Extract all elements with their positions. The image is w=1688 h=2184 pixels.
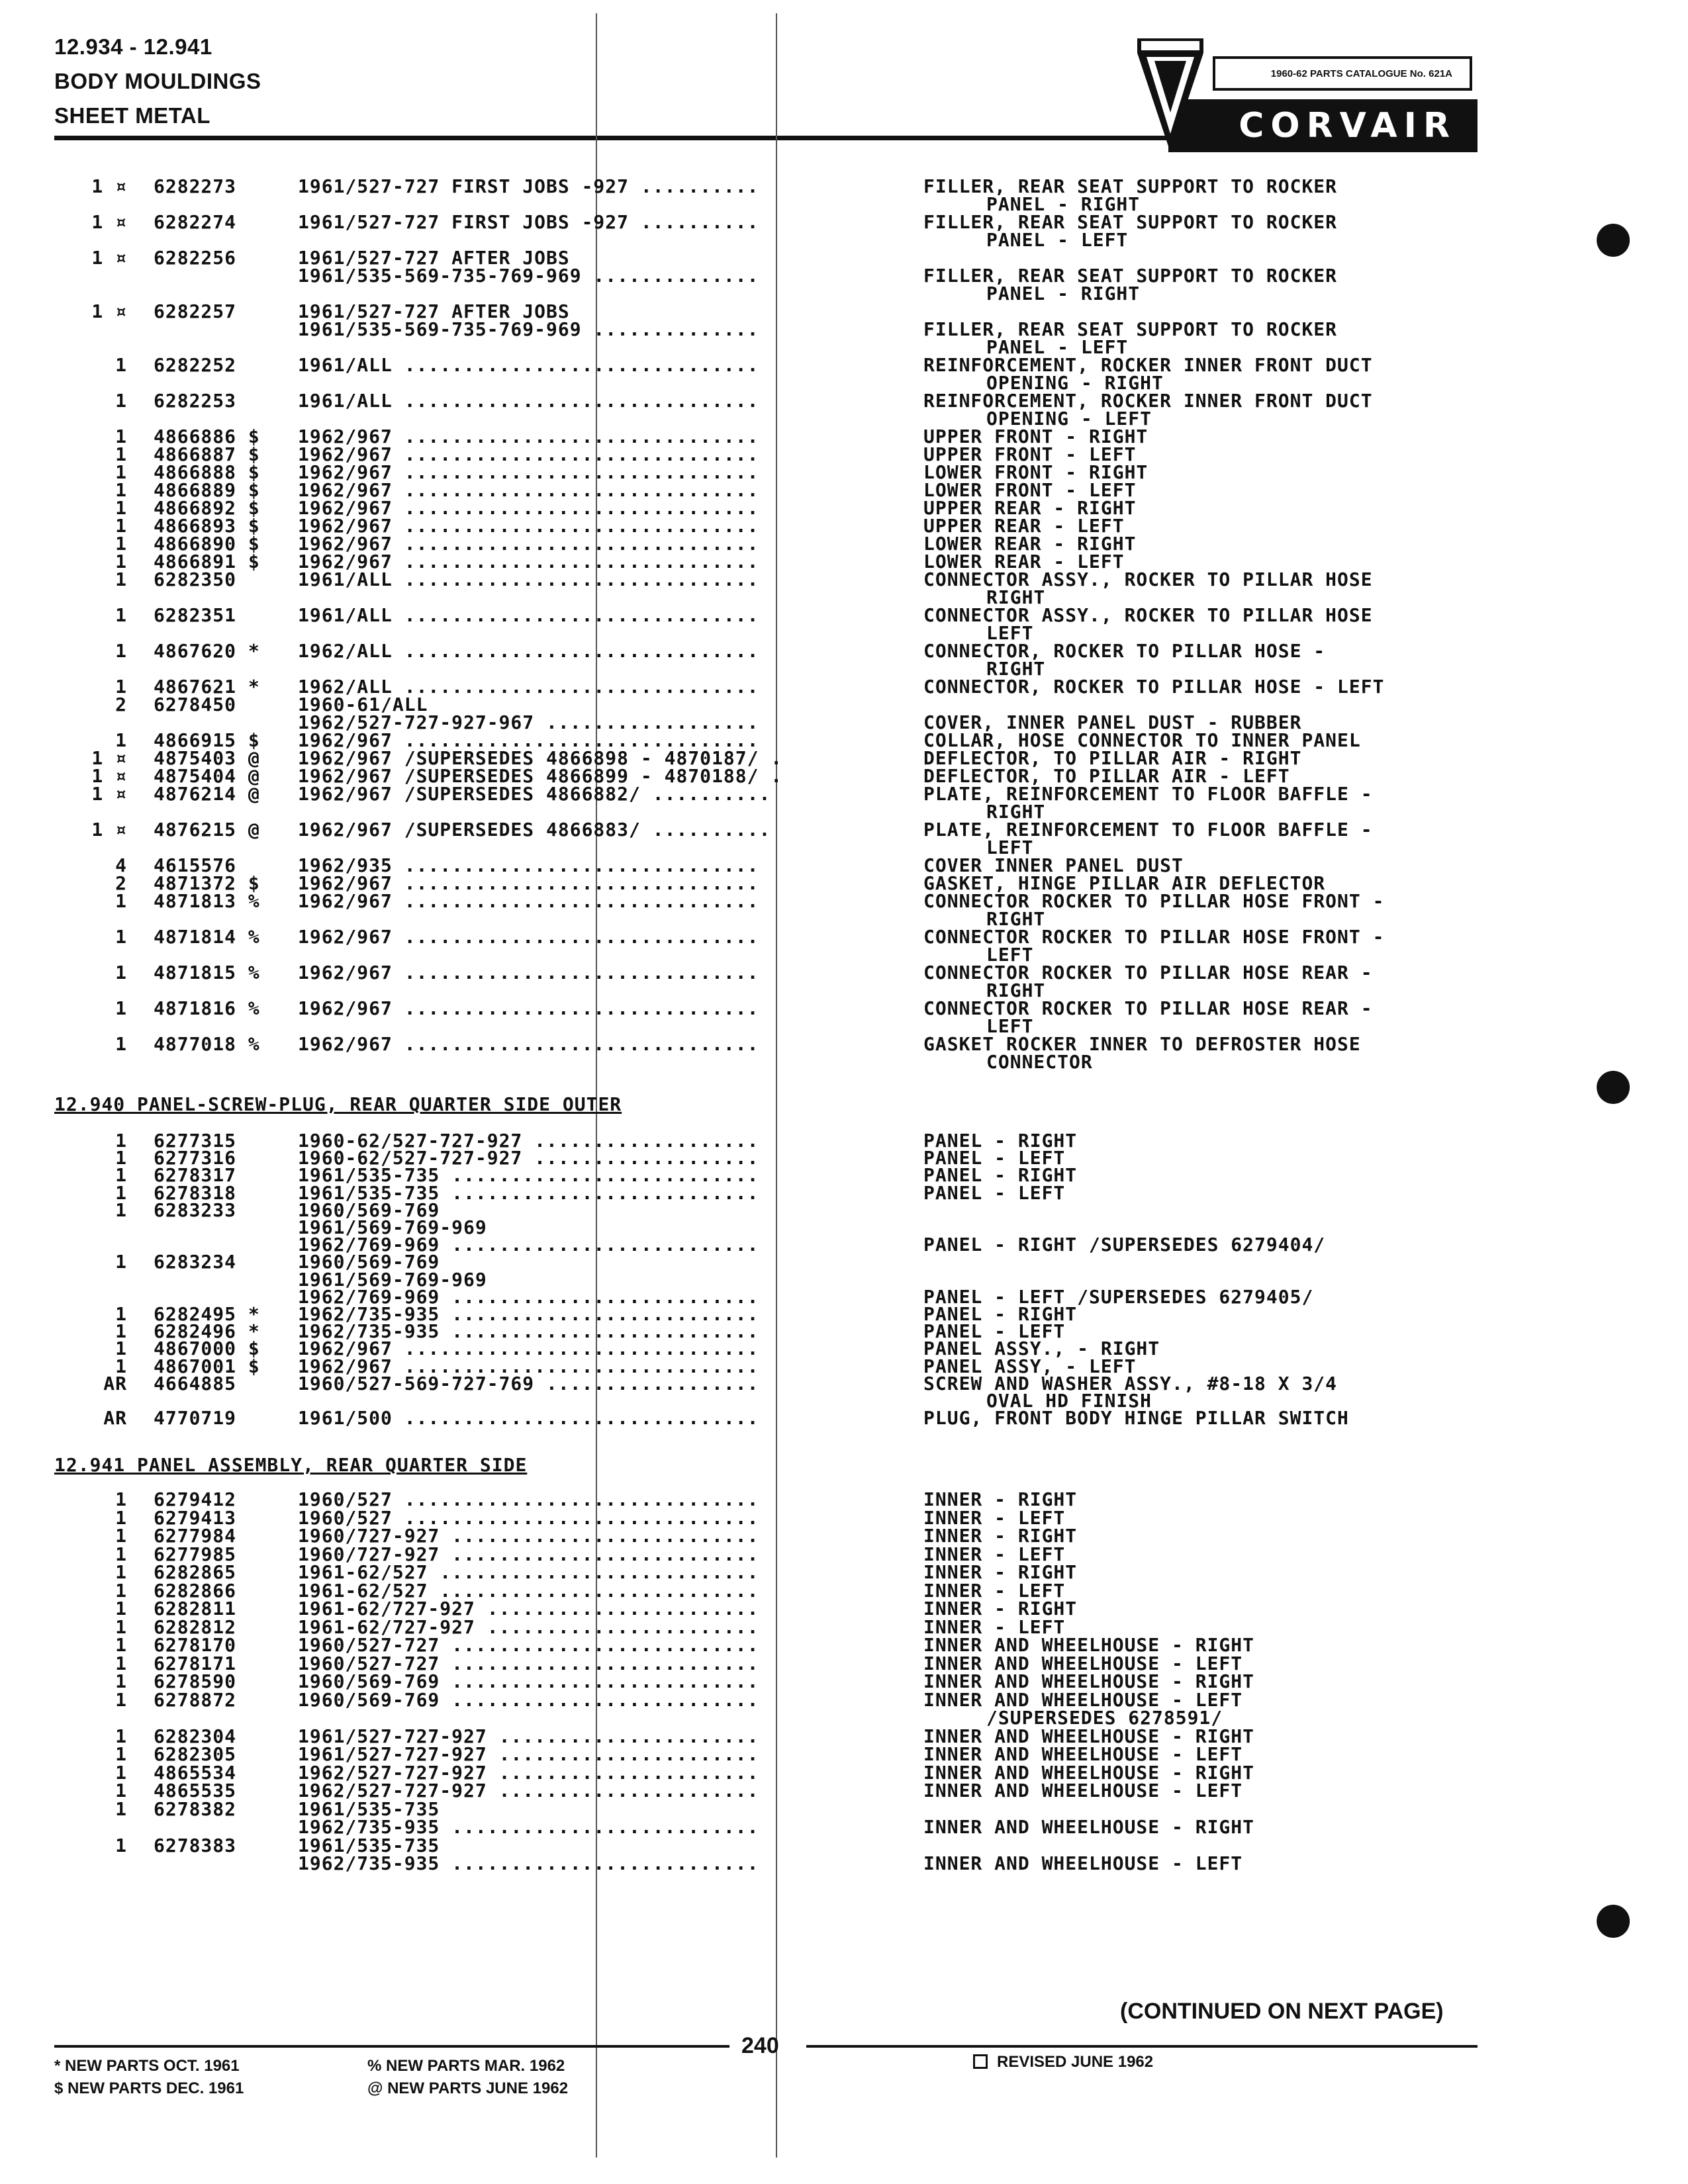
description-cell: UPPER REAR - LEFT [923,515,1125,537]
application-cell: 1962/967 /SUPERSEDES 4866898 - 4870187/ . [298,747,783,769]
quantity-cell: 1 [115,1579,127,1602]
part-number-cell: 6282865 [154,1561,237,1583]
part-number-cell: 6278170 [154,1634,237,1656]
description-cell: PANEL - LEFT [923,1181,1066,1204]
description-cell: INNER - RIGHT [923,1488,1078,1510]
application-cell: 1961/569-769-969 [298,1216,487,1238]
continued-note: (CONTINUED ON NEXT PAGE) [1120,1999,1444,2024]
quantity-cell: 1 [115,1033,127,1055]
application-cell: 1962/967 .............................. [298,997,759,1019]
part-number-cell: 6282256 [154,247,237,269]
part-number-cell: 6277985 [154,1543,237,1565]
quantity-cell: 1 [115,479,127,501]
description-cell: INNER AND WHEELHOUSE - LEFT [923,1743,1243,1765]
quantity-cell: 1 [115,1355,127,1377]
application-cell: 1962/967 .............................. [298,497,759,519]
application-cell: 1961/527-727-927 ...................... [298,1725,759,1747]
description-cell: INNER - RIGHT [923,1598,1078,1619]
application-cell: 1961/535-735 [298,1797,440,1820]
application-cell: 1961/ALL .............................. [298,390,759,412]
description-cell: INNER AND WHEELHOUSE - LEFT [923,1780,1243,1801]
description-cell: LOWER FRONT - LEFT [923,479,1137,501]
application-cell: 1961/535-735 .......................... [298,1181,759,1204]
application-cell: 1960/569-769 [298,1199,440,1221]
description-cell: CONNECTOR, ROCKER TO PILLAR HOSE - [923,640,1326,662]
page-number: 240 [741,2033,779,2058]
part-number-cell: 6282351 [154,604,237,626]
part-number-cell: 4865535 [154,1780,237,1801]
part-number-cell: 4866915 $ [154,729,260,751]
application-cell: 1962/735-935 .......................... [298,1303,759,1325]
description-cell: INNER - LEFT [923,1543,1066,1565]
footer-rule-right [806,2045,1477,2048]
application-cell: 1962/527-727-927-967 .................. [298,711,759,733]
part-number-cell: 6282496 * [154,1320,260,1343]
description-cell: COVER INNER PANEL DUST [923,854,1184,876]
part-number-cell: 6282812 [154,1615,237,1638]
application-cell: 1962/967 .............................. [298,729,759,751]
application-cell: 1962/967 .............................. [298,1355,759,1377]
description-continuation: PANEL - RIGHT [986,283,1141,304]
quantity-cell: 1 [115,1251,127,1273]
application-cell: 1962/527-727-927 ...................... [298,1780,759,1801]
description-cell: PANEL - LEFT [923,1320,1066,1343]
revised-note [973,2053,1153,2071]
binder-hole-2 [1597,1071,1630,1104]
description-continuation: RIGHT [986,801,1046,823]
quantity-cell: 1 [115,962,127,983]
part-number-cell: 6278450 [154,694,237,715]
description-cell: PLUG, FRONT BODY HINGE PILLAR SWITCH [923,1407,1349,1430]
part-number-cell: 4871813 % [154,890,260,912]
part-number-cell: 4871814 % [154,926,260,948]
application-cell: 1961-62/527 ........................... [298,1561,759,1583]
description-cell: UPPER REAR - RIGHT [923,497,1137,519]
quantity-cell: 1 [115,390,127,412]
description-cell: REINFORCEMENT, ROCKER INNER FRONT DUCT [923,354,1373,376]
description-cell: PANEL - RIGHT [923,1164,1078,1187]
part-number-cell: 6282811 [154,1598,237,1619]
description-cell: PANEL - RIGHT /SUPERSEDES 6279404/ [923,1234,1326,1256]
description-cell: DEFLECTOR, TO PILLAR AIR - LEFT [923,765,1290,787]
part-number-cell: 4875404 @ [154,765,260,787]
description-cell: PANEL ASSY, - LEFT [923,1355,1137,1377]
description-continuation: CONNECTOR [986,1051,1093,1073]
description-cell: CONNECTOR ROCKER TO PILLAR HOSE REAR - [923,997,1373,1019]
section-title-1: BODY MOULDINGS [54,69,261,93]
description-cell: CONNECTOR ASSY., ROCKER TO PILLAR HOSE [923,604,1373,626]
quantity-cell: 1 [115,1797,127,1820]
section-title-2: SHEET METAL [54,103,211,128]
quantity-cell: 1 [115,1634,127,1656]
part-number-cell: 4866890 $ [154,533,260,555]
application-cell: 1962/967 .............................. [298,1338,759,1360]
application-cell: 1960/527 .............................. [298,1488,759,1510]
binder-hole-1 [1597,224,1630,257]
application-cell: 1962/967 .............................. [298,515,759,537]
description-cell: DEFLECTOR, TO PILLAR AIR - RIGHT [923,747,1302,769]
part-number-cell: 6278872 [154,1688,237,1711]
application-cell: 1962/967 /SUPERSEDES 4866899 - 4870188/ . [298,765,783,787]
application-cell: 1961/527-727 FIRST JOBS -927 .......... [298,175,759,197]
application-cell: 1962/735-935 .......................... [298,1816,759,1838]
quantity-cell: 4 [115,854,127,876]
quantity-cell: 1 [115,1147,127,1169]
quantity-cell: 1 [115,1725,127,1747]
page-range: 12.934 - 12.941 [54,34,212,59]
quantity-cell: 1 [115,354,127,376]
description-cell: INNER AND WHEELHOUSE - RIGHT [923,1670,1255,1692]
quantity-cell: 1 [115,1338,127,1360]
part-number-cell: 6282866 [154,1579,237,1602]
revised-checkbox-icon [973,2054,988,2069]
quantity-cell: 1 [115,569,127,590]
description-continuation: RIGHT [986,658,1046,680]
application-cell: 1960/527-727 .......................... [298,1652,759,1674]
application-cell: 1960/569-769 .......................... [298,1670,759,1692]
description-cell: INNER AND WHEELHOUSE - RIGHT [923,1634,1255,1656]
part-number-cell: 4871372 $ [154,872,260,894]
part-number-cell: 4876215 @ [154,819,260,841]
section-heading-12-941: 12.941 PANEL ASSEMBLY, REAR QUARTER SIDE [54,1454,528,1476]
application-cell: 1960/569-769 .......................... [298,1688,759,1711]
description-cell: CONNECTOR ROCKER TO PILLAR HOSE FRONT - [923,890,1385,912]
application-cell: 1961-62/527 ........................... [298,1579,759,1602]
quantity-cell: AR [103,1372,127,1394]
application-cell: 1960/727-927 .......................... [298,1525,759,1547]
description-cell: PANEL - RIGHT [923,1303,1078,1325]
application-cell: 1961-62/727-927 ....................... [298,1598,759,1619]
part-number-cell: 4871816 % [154,997,260,1019]
quantity-cell: 1 [115,1488,127,1510]
part-number-cell: 4871815 % [154,962,260,983]
application-cell: 1960-62/527-727-927 ................... [298,1147,759,1169]
quantity-cell: 1 [115,997,127,1019]
part-number-cell: 6278317 [154,1164,237,1187]
application-cell: 1962/735-935 .......................... [298,1852,759,1874]
brand-bar [1168,99,1477,152]
part-number-cell: 6282257 [154,300,237,322]
quantity-cell: 1 ¤ [91,300,127,322]
application-cell: 1962/967 .............................. [298,443,759,465]
application-cell: 1962/527-727-927 ...................... [298,1761,759,1784]
description-cell: UPPER FRONT - LEFT [923,443,1137,465]
description-cell: LOWER REAR - LEFT [923,551,1125,572]
quantity-cell: AR [103,1407,127,1430]
application-cell: 1962/935 .............................. [298,854,759,876]
catalogue-label: 1960-62 PARTS CATALOGUE No. 621A [1213,56,1472,91]
quantity-cell: 2 [115,872,127,894]
application-cell: 1960/569-769 [298,1251,440,1273]
quantity-cell: 1 [115,1598,127,1619]
description-cell: COLLAR, HOSE CONNECTOR TO INNER PANEL [923,729,1361,751]
description-cell: GASKET ROCKER INNER TO DEFROSTER HOSE [923,1033,1361,1055]
application-cell: 1961/569-769-969 [298,1268,487,1291]
brand-name: CORVAIR [1239,106,1456,146]
application-cell: 1962/967 .............................. [298,872,759,894]
quantity-cell: 1 ¤ [91,747,127,769]
quantity-cell: 1 [115,676,127,698]
application-cell: 1960-61/ALL [298,694,428,715]
quantity-cell: 1 [115,443,127,465]
description-cell: INNER - RIGHT [923,1525,1078,1547]
footnote-june: @ NEW PARTS JUNE 1962 [367,2079,569,2097]
fold-line-right [776,13,777,2158]
part-number-cell: 4866891 $ [154,551,260,572]
part-number-cell: 4866893 $ [154,515,260,537]
quantity-cell: 1 [115,1506,127,1529]
description-cell: INNER AND WHEELHOUSE - LEFT [923,1652,1243,1674]
application-cell: 1960/527-569-727-769 .................. [298,1372,759,1394]
quantity-cell: 1 [115,1303,127,1325]
part-number-cell: 4866892 $ [154,497,260,519]
quantity-cell: 1 [115,1525,127,1547]
part-number-cell: 4664885 [154,1372,237,1394]
part-number-cell: 6278382 [154,1797,237,1820]
quantity-cell: 1 [115,533,127,555]
description-cell: FILLER, REAR SEAT SUPPORT TO ROCKER [923,265,1338,287]
quantity-cell: 1 [115,926,127,948]
quantity-cell: 1 [115,640,127,662]
description-continuation: LEFT [986,837,1034,858]
application-cell: 1961/535-569-735-769-969 .............. [298,318,759,340]
page-header [54,30,261,133]
description-continuation: RIGHT [986,908,1046,930]
description-continuation: RIGHT [986,979,1046,1001]
application-cell: 1962/967 .............................. [298,962,759,983]
quantity-cell: 1 [115,1561,127,1583]
quantity-cell: 1 [115,1652,127,1674]
description-continuation: OPENING - RIGHT [986,372,1164,394]
application-cell: 1962/967 .............................. [298,479,759,501]
part-number-cell: 4866887 $ [154,443,260,465]
part-number-cell: 6279413 [154,1506,237,1529]
part-number-cell: 6278318 [154,1181,237,1204]
application-cell: 1961/500 .............................. [298,1407,759,1430]
part-number-cell: 6278171 [154,1652,237,1674]
description-cell: GASKET, HINGE PILLAR AIR DEFLECTOR [923,872,1326,894]
application-cell: 1962/ALL .............................. [298,640,759,662]
application-cell: 1960/527 .............................. [298,1506,759,1529]
part-number-cell: 6282252 [154,354,237,376]
description-cell: COVER, INNER PANEL DUST - RUBBER [923,711,1302,733]
description-cell: LOWER FRONT - RIGHT [923,461,1149,483]
application-cell: 1962/967 .............................. [298,533,759,555]
part-number-cell: 4866886 $ [154,426,260,447]
part-number-cell: 4770719 [154,1407,237,1430]
application-cell: 1962/967 .............................. [298,461,759,483]
part-number-cell: 6277984 [154,1525,237,1547]
binder-hole-3 [1597,1905,1630,1938]
quantity-cell: 1 [115,426,127,447]
section-heading-12-940: 12.940 PANEL-SCREW-PLUG, REAR QUARTER SIDE OUTER [54,1093,622,1115]
part-number-cell: 4875403 @ [154,747,260,769]
quantity-cell: 1 ¤ [91,247,127,269]
description-cell: INNER AND WHEELHOUSE - RIGHT [923,1816,1255,1838]
description-cell: INNER - LEFT [923,1506,1066,1529]
quantity-cell: 1 ¤ [91,819,127,841]
application-cell: 1961/ALL .............................. [298,604,759,626]
description-cell: INNER AND WHEELHOUSE - RIGHT [923,1761,1255,1784]
footnote-mar: % NEW PARTS MAR. 1962 [367,2057,565,2075]
application-cell: 1960/727-927 .......................... [298,1543,759,1565]
application-cell: 1961/ALL .............................. [298,354,759,376]
application-cell: 1962/967 .............................. [298,890,759,912]
description-cell: PANEL ASSY., - RIGHT [923,1338,1160,1360]
application-cell: 1962/ALL .............................. [298,676,759,698]
description-cell: INNER AND WHEELHOUSE - RIGHT [923,1725,1255,1747]
quantity-cell: 1 ¤ [91,211,127,233]
part-number-cell: 4866889 $ [154,479,260,501]
description-cell: PANEL - LEFT [923,1147,1066,1169]
quantity-cell: 1 [115,1199,127,1221]
quantity-cell: 1 [115,1320,127,1343]
part-number-cell: 6282495 * [154,1303,260,1325]
application-cell: 1960-62/527-727-927 ................... [298,1130,759,1152]
quantity-cell: 1 ¤ [91,765,127,787]
quantity-cell: 1 [115,1543,127,1565]
description-cell: REINFORCEMENT, ROCKER INNER FRONT DUCT [923,390,1373,412]
description-cell: LOWER REAR - RIGHT [923,533,1137,555]
part-number-cell: 6277315 [154,1130,237,1152]
application-cell: 1961/535-735 [298,1834,440,1856]
quantity-cell: 1 [115,1181,127,1204]
quantity-cell: 1 [115,551,127,572]
description-cell: FILLER, REAR SEAT SUPPORT TO ROCKER [923,175,1338,197]
description-continuation: RIGHT [986,586,1046,608]
description-continuation: LEFT [986,1015,1034,1037]
part-number-cell: 4615576 [154,854,237,876]
part-number-cell: 4867620 * [154,640,260,662]
description-cell: PANEL - LEFT /SUPERSEDES 6279405/ [923,1285,1314,1308]
footnote-oct: * NEW PARTS OCT. 1961 [54,2057,240,2075]
quantity-cell: 1 [115,604,127,626]
application-cell: 1962/967 .............................. [298,426,759,447]
part-number-cell: 4867621 * [154,676,260,698]
quantity-cell: 1 [115,729,127,751]
quantity-cell: 1 ¤ [91,175,127,197]
application-cell: 1961/535-569-735-769-969 .............. [298,265,759,287]
application-cell: 1962/769-969 .......................... [298,1234,759,1256]
application-cell: 1962/967 /SUPERSEDES 4866883/ .......... [298,819,771,841]
application-cell: 1961/535-735 .......................... [298,1164,759,1187]
part-number-cell: 6283234 [154,1251,237,1273]
part-number-cell: 6282305 [154,1743,237,1765]
description-cell: INNER AND WHEELHOUSE - LEFT [923,1852,1243,1874]
description-cell: PLATE, REINFORCEMENT TO FLOOR BAFFLE - [923,819,1373,841]
part-number-cell: 6283233 [154,1199,237,1221]
description-cell: UPPER FRONT - RIGHT [923,426,1149,447]
application-cell: 1960/527-727 .......................... [298,1634,759,1656]
application-cell: 1961/527-727 AFTER JOBS [298,300,570,322]
quantity-cell: 2 [115,694,127,715]
quantity-cell: 1 [115,1780,127,1801]
description-cell: INNER - LEFT [923,1579,1066,1602]
quantity-cell: 1 [115,1688,127,1711]
part-number-cell: 6277316 [154,1147,237,1169]
application-cell: 1962/967 .............................. [298,551,759,572]
quantity-cell: 1 [115,1130,127,1152]
description-cell: INNER - RIGHT [923,1561,1078,1583]
description-continuation: LEFT [986,944,1034,966]
part-number-cell: 6282273 [154,175,237,197]
quantity-cell: 1 [115,1761,127,1784]
description-cell: FILLER, REAR SEAT SUPPORT TO ROCKER [923,211,1338,233]
description-continuation: OVAL HD FINISH [986,1390,1152,1412]
footnote-dec: $ NEW PARTS DEC. 1961 [54,2079,244,2097]
description-continuation: OPENING - LEFT [986,408,1152,430]
application-cell: 1962/967 .............................. [298,1033,759,1055]
application-cell: 1961/527-727-927 ...................... [298,1743,759,1765]
description-cell: INNER AND WHEELHOUSE - LEFT [923,1688,1243,1711]
application-cell: 1962/967 .............................. [298,926,759,948]
description-continuation: PANEL - LEFT [986,336,1129,358]
revised-label: REVISED JUNE 1962 [997,2053,1154,2071]
quantity-cell: 1 [115,515,127,537]
description-continuation: /SUPERSEDES 6278591/ [986,1707,1223,1729]
description-continuation: LEFT [986,622,1034,644]
part-number-cell: 6282253 [154,390,237,412]
application-cell: 1962/769-969 .......................... [298,1285,759,1308]
description-continuation: PANEL - RIGHT [986,193,1141,215]
part-number-cell: 4876214 @ [154,783,260,805]
part-number-cell: 4866888 $ [154,461,260,483]
description-cell: SCREW AND WASHER ASSY., #8-18 X 3/4 [923,1372,1338,1394]
quantity-cell: 1 [115,1834,127,1856]
quantity-cell: 1 ¤ [91,783,127,805]
description-cell: PANEL - RIGHT [923,1130,1078,1152]
quantity-cell: 1 [115,461,127,483]
quantity-cell: 1 [115,1164,127,1187]
description-cell: FILLER, REAR SEAT SUPPORT TO ROCKER [923,318,1338,340]
part-number-cell: 6282350 [154,569,237,590]
part-number-cell: 4865534 [154,1761,237,1784]
part-number-cell: 6282304 [154,1725,237,1747]
part-number-cell: 4867001 $ [154,1355,260,1377]
corvair-emblem-icon [1137,34,1203,152]
quantity-cell: 1 [115,1615,127,1638]
footer-rule-left [54,2045,729,2048]
application-cell: 1961/527-727 AFTER JOBS [298,247,570,269]
part-number-cell: 4867000 $ [154,1338,260,1360]
description-cell: PLATE, REINFORCEMENT TO FLOOR BAFFLE - [923,783,1373,805]
quantity-cell: 1 [115,890,127,912]
part-number-cell: 6278383 [154,1834,237,1856]
part-number-cell: 6282274 [154,211,237,233]
description-cell: INNER - LEFT [923,1615,1066,1638]
description-cell: CONNECTOR ROCKER TO PILLAR HOSE FRONT - [923,926,1385,948]
application-cell: 1961/527-727 FIRST JOBS -927 .......... [298,211,759,233]
description-cell: CONNECTOR ROCKER TO PILLAR HOSE REAR - [923,962,1373,983]
part-number-cell: 4877018 % [154,1033,260,1055]
application-cell: 1962/967 /SUPERSEDES 4866882/ .......... [298,783,771,805]
description-cell: CONNECTOR, ROCKER TO PILLAR HOSE - LEFT [923,676,1385,698]
application-cell: 1962/735-935 .......................... [298,1320,759,1343]
quantity-cell: 1 [115,1743,127,1765]
description-cell: CONNECTOR ASSY., ROCKER TO PILLAR HOSE [923,569,1373,590]
part-number-cell: 6279412 [154,1488,237,1510]
part-number-cell: 6278590 [154,1670,237,1692]
quantity-cell: 1 [115,1670,127,1692]
application-cell: 1961/ALL .............................. [298,569,759,590]
description-continuation: PANEL - LEFT [986,229,1129,251]
quantity-cell: 1 [115,497,127,519]
application-cell: 1961-62/727-927 ....................... [298,1615,759,1638]
